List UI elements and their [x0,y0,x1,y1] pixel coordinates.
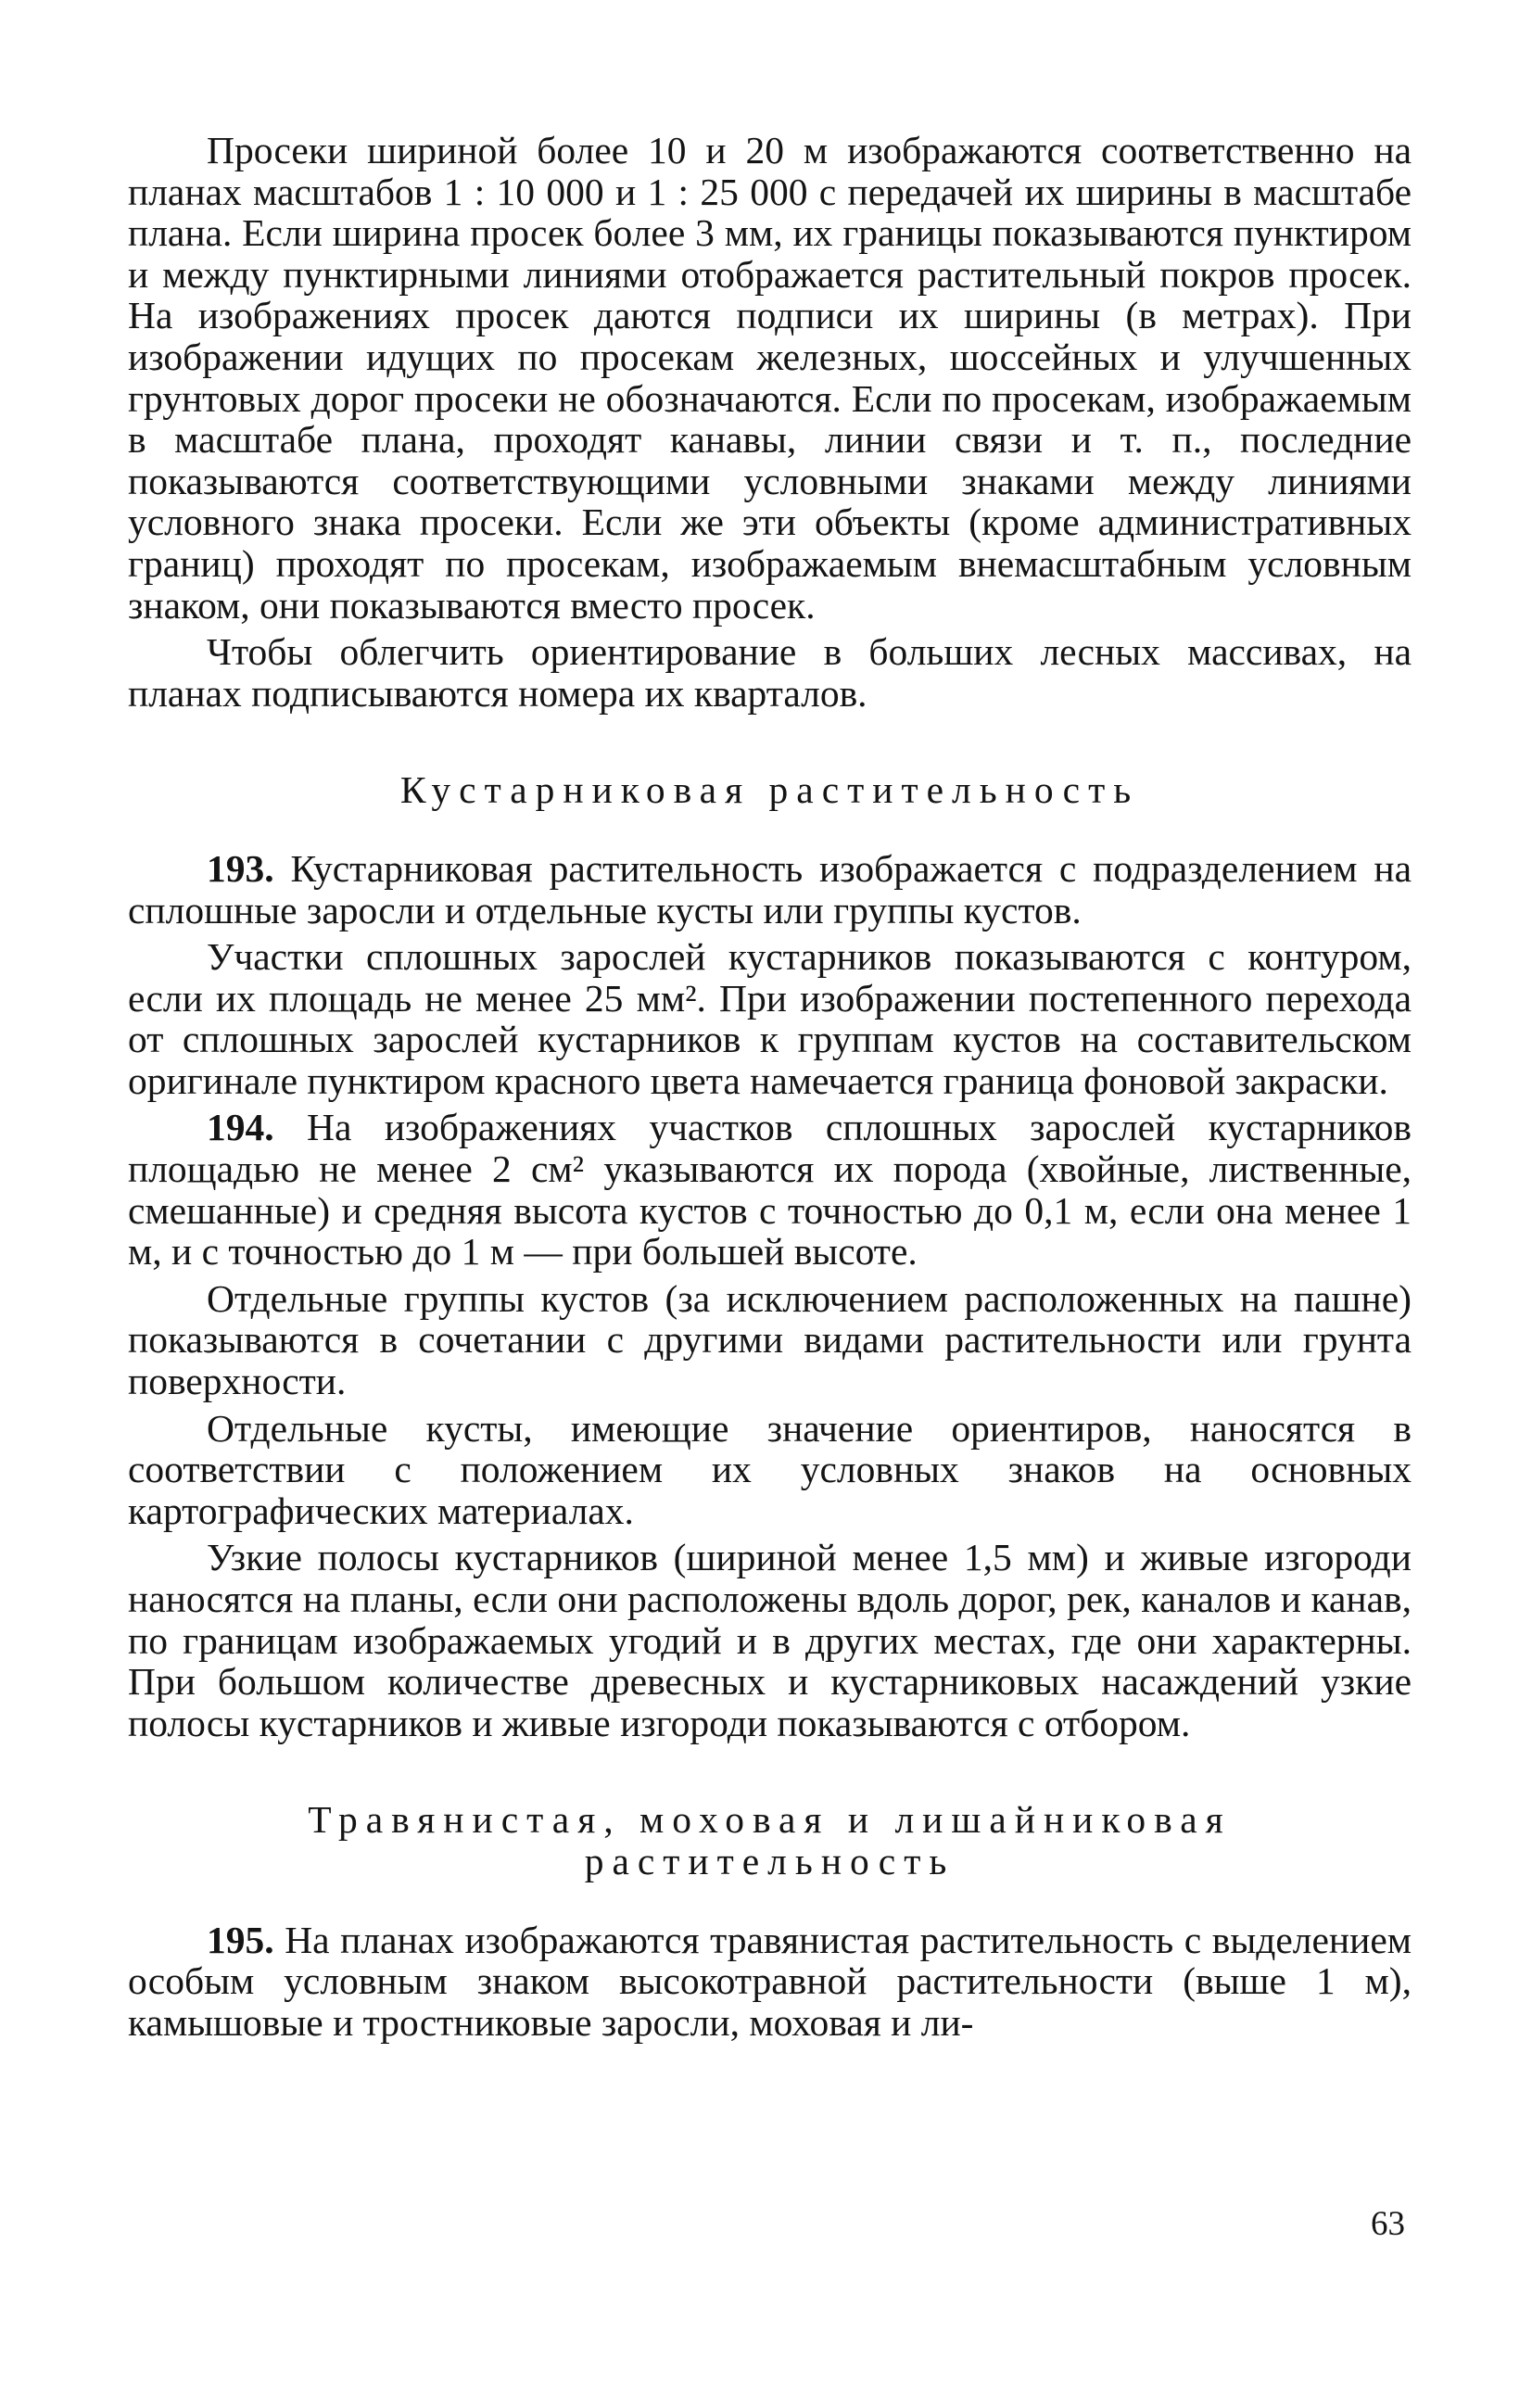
paragraph-narrow-strips: Узкие полосы кустарников (шириной менее 1,5 мм) и живые изгороди наносятся на планы, если они расположены вдоль дорог, рек, каналов и канав, по границам изображаемых угодий и в других местах, где они характерны. При большом количестве древесных и кустарниковых насаждений узкие полосы кустарников и живые изгороди показываются с отбором. [128,1536,1412,1744]
item-number-195: 195. [207,1918,274,1961]
paragraph-clearings: Просеки шириной более 10 и 20 м изображаются соответственно на планах масштабов 1 : 10 000 и 1 : 25 000 с передачей их ширины в масштабе плана. Если ширина просек более 3 мм, их границы показываются пунктиром и между пунктирными линиями отображается растительный покров просек. На изображениях просек даются подписи их ширины (в метрах). При изображении идущих по просекам железных, шоссейных и улучшенных грунтовых дорог просеки не обозначаются. Если по просекам, изображаемым в масштабе плана, проходят канавы, линии связи и т. п., последние показываются соответствующими условными знаками между линиями условного знака просеки. Если же эти объекты (кроме административных границ) проходят по просекам, изображаемым внемасштабным условным знаком, они показываются вместо просек. [128,129,1412,627]
item-number-193: 193. [207,846,274,890]
paragraph-193-text: Кустарниковая растительность изображается с подразделением на сплошные заросли и отдельные кусты или группы кустов. [128,846,1412,932]
heading-line-2: растительность [584,1839,956,1882]
paragraph-landmark-bushes: Отдельные кусты, имеющие значение ориентиров, наносятся в соответствии с положением их условных знаков на основных картографических материалах. [128,1406,1412,1532]
paragraph-193 [128,848,1412,931]
heading-line-1: Травянистая, моховая и лишайниковая [308,1798,1232,1842]
paragraph-forest-blocks: Чтобы облегчить ориентирование в больших лесных массивах, на планах подписываются номера их кварталов. [128,630,1412,715]
paragraph-194 [128,1107,1412,1272]
paragraph-195 [128,1920,1412,2044]
paragraph-194-text: На изображениях участков сплошных зарослей кустарников площадью не менее 2 см² указываются их порода (хвойные, лиственные, смешанные) и средняя высота кустов с точностью до 0,1 м, если она менее 1 м, и с точностью до 1 м — при большей высоте. [128,1106,1412,1274]
paragraph-continuous-thickets: Участки сплошных зарослей кустарников показываются с контуром, если их площадь не менее 25 мм². При изображении постепенного перехода от сплошных зарослей кустарников к группам кустов на составительском оригинале пунктиром красного цвета намечается граница фоновой закраски. [128,935,1412,1102]
item-number-194: 194. [207,1106,274,1149]
paragraph-bush-groups: Отдельные группы кустов (за исключением расположенных на пашне) показываются в сочетании с другими видами растительности или грунта поверхности. [128,1276,1412,1403]
paragraph-195-text: На планах изображаются травянистая растительность с выделением особым условным знаком высокотравной растительности (выше 1 м), камышовые и тростниковые заросли, моховая и ли- [128,1918,1412,2044]
page-number: 63 [1371,2205,1405,2243]
section-heading-shrubs: Кустарниковая растительность [399,768,1140,812]
section-heading-grass-moss-lichen [128,1799,1412,1882]
